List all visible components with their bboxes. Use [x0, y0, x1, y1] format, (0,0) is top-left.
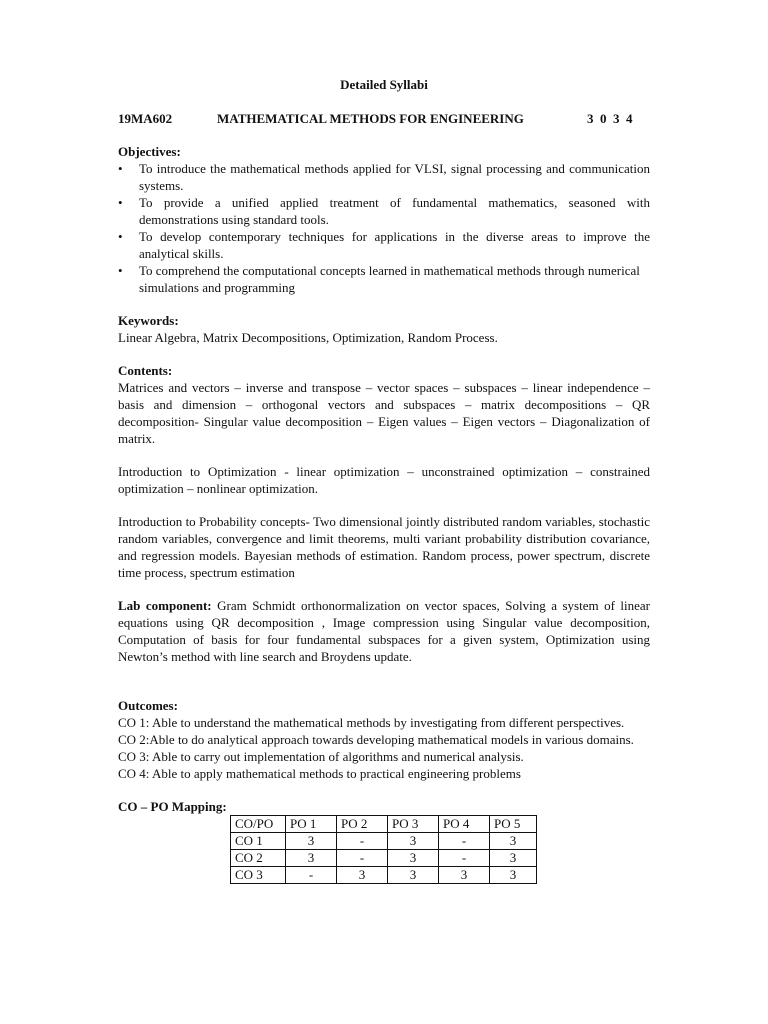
mapping-heading: CO – PO Mapping:: [118, 799, 227, 814]
co-po-table: [230, 815, 537, 884]
table-row: [231, 833, 537, 850]
lab-section: [118, 597, 650, 665]
table-row: [231, 867, 537, 884]
table-cell: -: [337, 850, 388, 867]
course-code: 19MA602: [118, 111, 173, 126]
table-header-cell: CO/PO: [231, 816, 286, 833]
table-cell: 3: [337, 867, 388, 884]
table-row: [231, 850, 537, 867]
table-cell: 3: [286, 833, 337, 850]
objective-item: • To introduce the mathematical methods applied for VLSI, signal processing and communication systems.: [118, 160, 650, 194]
table-cell: -: [439, 850, 490, 867]
contents-section: [118, 362, 650, 581]
contents-paragraph: Matrices and vectors – inverse and transpose – vector spaces – subspaces – linear independence – basis and dimension – orthogonal vectors and subspaces – matrix decompositions – QR decomposition- Singular value decomposition – Eigen values – Eigen vectors – Diagonalization of matrix.: [118, 380, 650, 446]
contents-paragraph: Introduction to Optimization - linear optimization – unconstrained optimization – constrained optimization – nonlinear optimization.: [118, 464, 650, 496]
objective-item: • To comprehend the computational concepts learned in mathematical methods through numerical simulations and programming: [118, 262, 650, 296]
table-cell: 3: [388, 850, 439, 867]
table-header-cell: PO 1: [286, 816, 337, 833]
syllabus-page: [118, 76, 650, 884]
table-header-cell: PO 3: [388, 816, 439, 833]
objective-item: • To provide a unified applied treatment of fundamental mathematics, seasoned with demonstrations using standard tools.: [118, 194, 650, 228]
table-cell: CO 2: [231, 850, 286, 867]
table-cell: -: [337, 833, 388, 850]
keywords-heading: Keywords:: [118, 313, 179, 328]
table-cell: 3: [490, 833, 537, 850]
course-name: MATHEMATICAL METHODS FOR ENGINEERING: [217, 111, 524, 126]
table-cell: -: [439, 833, 490, 850]
outcome-item: CO 3: Able to carry out implementation of algorithms and numerical analysis.: [118, 749, 524, 764]
table-cell: -: [286, 867, 337, 884]
table-cell: 3: [439, 867, 490, 884]
page-title: Detailed Syllabi: [340, 77, 428, 92]
table-cell: 3: [388, 833, 439, 850]
contents-paragraph: Introduction to Probability concepts- Two dimensional jointly distributed random variables, stochastic random variables, convergence and limit theorems, multi variant probability distribution covariance, and regression models. Bayesian methods of estimation. Random process, power spectrum, discrete time process, spectrum estimation: [118, 514, 650, 580]
lab-paragraph: [118, 597, 650, 665]
table-header-row: [231, 816, 537, 833]
table-cell: 3: [490, 850, 537, 867]
keywords-text: Linear Algebra, Matrix Decompositions, Optimization, Random Process.: [118, 330, 498, 345]
outcomes-heading: Outcomes:: [118, 698, 178, 713]
table-cell: 3: [286, 850, 337, 867]
course-header: [118, 110, 650, 127]
mapping-section: [118, 798, 650, 884]
table-cell: 3: [388, 867, 439, 884]
outcomes-section: [118, 697, 650, 782]
outcome-item: CO 1: Able to understand the mathematical methods by investigating from different perspectives.: [118, 715, 625, 730]
contents-heading: Contents:: [118, 363, 173, 378]
objective-item: • To develop contemporary techniques for applications in the diverse areas to improve the analytical skills.: [118, 228, 650, 262]
table-cell: CO 1: [231, 833, 286, 850]
objectives-section: [118, 143, 650, 296]
table-header-cell: PO 5: [490, 816, 537, 833]
outcome-item: CO 4: Able to apply mathematical methods to practical engineering problems: [118, 766, 521, 781]
table-header-cell: PO 4: [439, 816, 490, 833]
table-cell: CO 3: [231, 867, 286, 884]
lab-label: Lab component:: [118, 598, 212, 613]
objectives-list: [118, 160, 650, 296]
table-cell: 3: [490, 867, 537, 884]
outcome-item: CO 2:Able to do analytical approach towards developing mathematical models in various domains.: [118, 732, 634, 747]
lab-text: Gram Schmidt orthonormalization on vector spaces, Solving a system of linear equations using QR decomposition , Image compression using Singular value decomposition, Computation of basis for four fundamental subspaces for a given system, Optimization using Newton’s method with line search and Broydens update.: [118, 598, 650, 664]
keywords-section: [118, 312, 650, 346]
table-header-cell: PO 2: [337, 816, 388, 833]
course-credits: 3 0 3 4: [587, 111, 633, 126]
objectives-heading: Objectives:: [118, 144, 181, 159]
